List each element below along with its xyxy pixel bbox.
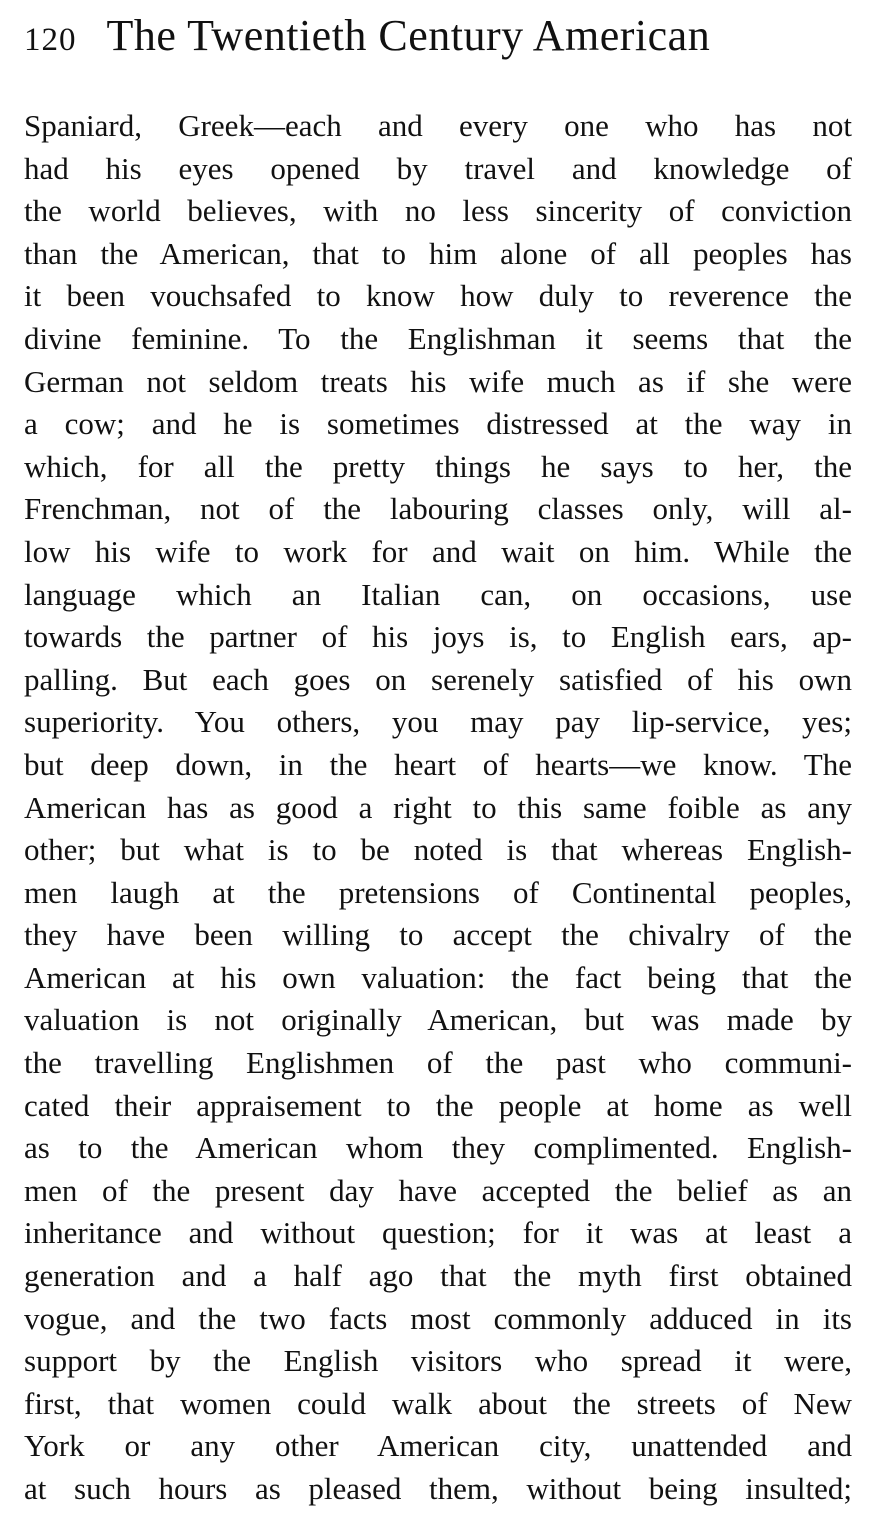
text-line: Frenchman, not of the labouring classes only, will al-: [24, 491, 852, 527]
text-line: it been vouchsafed to know how duly to reverence the: [24, 278, 852, 314]
text-line: generation and a half ago that the myth first obtained: [24, 1258, 852, 1294]
text-line: than the American, that to him alone of all peoples has: [24, 235, 852, 271]
text-line: low his wife to work for and wait on him. While the: [24, 533, 852, 569]
page-header: [24, 10, 864, 70]
text-line: which, for all the pretty things he says to her, the: [24, 448, 852, 484]
text-line: valuation is not originally American, but was made by: [24, 1002, 852, 1038]
text-line: had his eyes opened by travel and knowledge of: [24, 150, 852, 186]
text-line: inheritance and without question; for it was at least a: [24, 1215, 852, 1251]
text-line: men laugh at the pretensions of Continental peoples,: [24, 874, 852, 910]
text-line: American has as good a right to this same foible as any: [24, 789, 852, 825]
page-number: 120: [24, 22, 77, 58]
text-line: the world believes, with no less sincerity of conviction: [24, 193, 852, 229]
body-text: [24, 105, 852, 1511]
text-line: vogue, and the two facts most commonly adduced in its: [24, 1300, 852, 1336]
text-line: cated their appraisement to the people at home as well: [24, 1087, 852, 1123]
text-line: first, that women could walk about the streets of New: [24, 1385, 852, 1421]
text-line: language which an Italian can, on occasions, use: [24, 576, 852, 612]
text-line: German not seldom treats his wife much as if she were: [24, 363, 852, 399]
text-line: other; but what is to be noted is that whereas English-: [24, 832, 852, 868]
text-line: divine feminine. To the Englishman it seems that the: [24, 320, 852, 356]
running-title: The Twentieth Century American: [106, 11, 711, 60]
text-line: American at his own valuation: the fact being that the: [24, 959, 852, 995]
text-line: they have been willing to accept the chivalry of the: [24, 917, 852, 953]
text-line: as to the American whom they complimented. English-: [24, 1130, 852, 1166]
text-line: but deep down, in the heart of hearts—we know. The: [24, 746, 852, 782]
text-line: men of the present day have accepted the belief as an: [24, 1172, 852, 1208]
text-line: Spaniard, Greek—each and every one who has not: [24, 108, 852, 143]
text-line: towards the partner of his joys is, to English ears, ap-: [24, 619, 852, 655]
text-line: the travelling Englishmen of the past who communi-: [24, 1045, 852, 1081]
text-line: at such hours as pleased them, without being insulted;: [24, 1471, 852, 1506]
text-line: palling. But each goes on serenely satisfied of his own: [24, 661, 852, 697]
text-line: support by the English visitors who spread it were,: [24, 1343, 852, 1379]
text-line: a cow; and he is sometimes distressed at the way in: [24, 406, 852, 442]
text-line: York or any other American city, unattended and: [24, 1428, 852, 1464]
text-line: superiority. You others, you may pay lip-service, yes;: [24, 704, 852, 740]
